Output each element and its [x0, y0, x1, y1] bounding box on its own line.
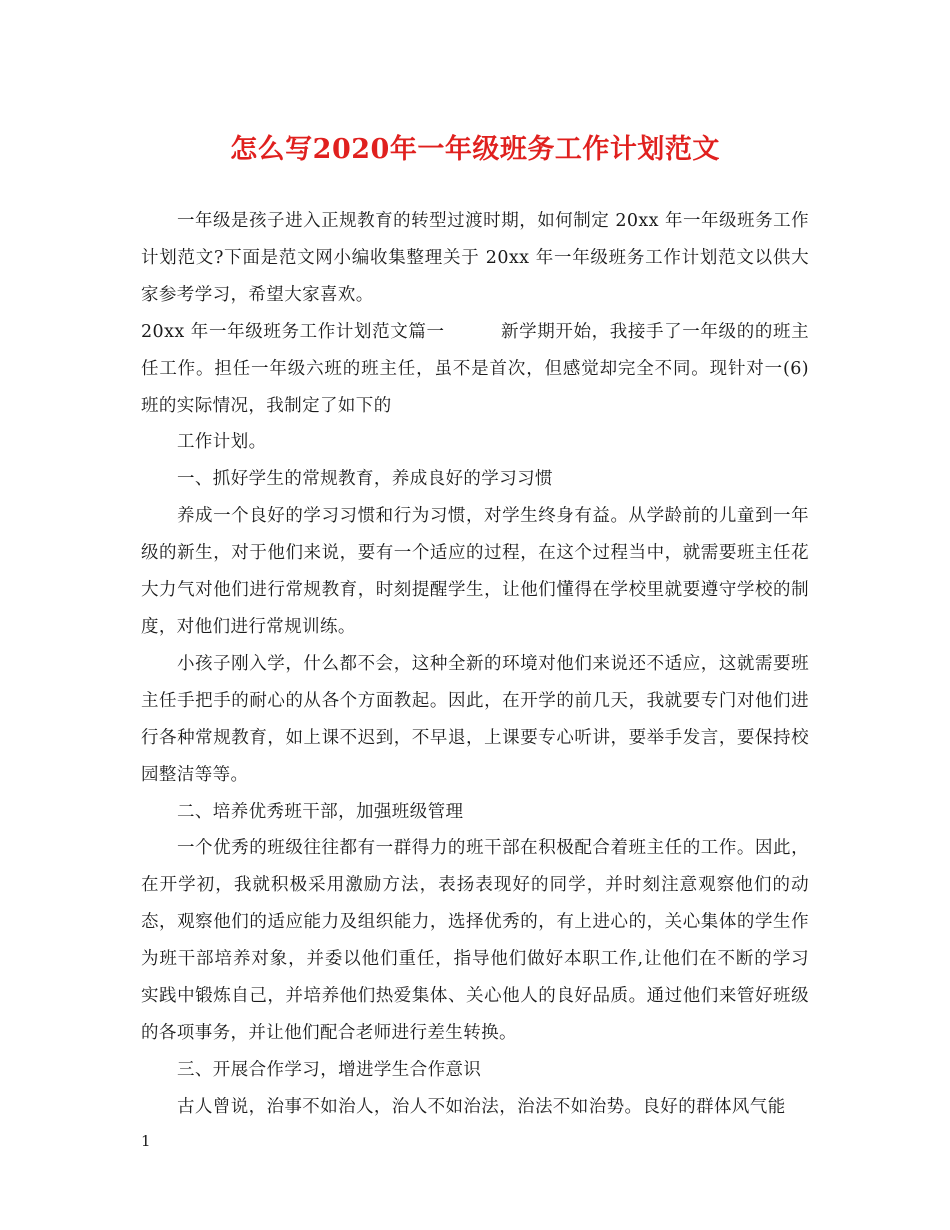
intro-paragraph: 一年级是孩子进入正规教育的转型过渡时期，如何制定 20xx 年一年级班务工作计划范文?下面是范文网小编收集整理关于 20xx 年一年级班务工作计划范文以供大家参考学习，希望大家喜欢。	[141, 211, 809, 305]
paragraph-1a: 养成一个良好的学习习惯和行为习惯，对学生终身有益。从学龄前的儿童到一年级的新生，对于他们来说，要有一个适应的过程，在这个过程当中，就需要班主任花大力气对他们进行常规教育，时刻提醒学生，让他们懂得在学校里就要遵守学校的制度，对他们进行常规训练。	[141, 506, 809, 637]
section-paragraph	[141, 314, 809, 425]
heading-2: 二、培养优秀班干部，加强班级管理	[177, 801, 464, 822]
paragraph-3: 古人曾说，治事不如治人，治人不如治法，治法不如治势。良好的群体风气能	[177, 1096, 786, 1117]
document-body	[141, 203, 809, 1126]
paragraph-2: 一个优秀的班级往往都有一群得力的班干部在积极配合着班主任的工作。因此，在开学初，我就积极采用激励方法，表扬表现好的同学，并时刻注意观察他们的动态，观察他们的适应能力及组织能力，选择优秀的，有上进心的，关心集体的学生作为班干部培养对象，并委以他们重任，指导他们做好本职工作,让他们在不断的学习实践中锻炼自己，并培养他们热爱集体、关心他人的良好品质。通过他们来管好班级的各项事务，并让他们配合老师进行差生转换。	[141, 838, 809, 1043]
plan-paragraph: 工作计划。	[177, 432, 267, 453]
paragraph-1b: 小孩子刚入学，什么都不会，这种全新的环境对他们来说还不适应，这就需要班主任手把手的耐心的从各个方面教起。因此，在开学的前几天，我就要专门对他们进行各种常规教育，如上课不迟到，不早退，上课要专心听讲，要举手发言，要保持校园整洁等等。	[141, 653, 809, 785]
document-title: 怎么写2020年一年级班务工作计划范文	[230, 134, 720, 165]
page-number: 1	[141, 1132, 151, 1150]
heading-3: 三、开展合作学习，增进学生合作意识	[177, 1059, 482, 1080]
heading-1: 一、抓好学生的常规教育，养成良好的学习习惯	[177, 469, 553, 490]
section-heading: 20xx 年一年级班务工作计划范文篇一	[141, 321, 445, 342]
section-lead: 新学期开始，我接手了一年级的的班主任工作。担任一年级六班的班主任，虽不是首次，但感觉却完全不同。现针对一(6)班的实际情况，我制定了如下的	[141, 321, 809, 416]
